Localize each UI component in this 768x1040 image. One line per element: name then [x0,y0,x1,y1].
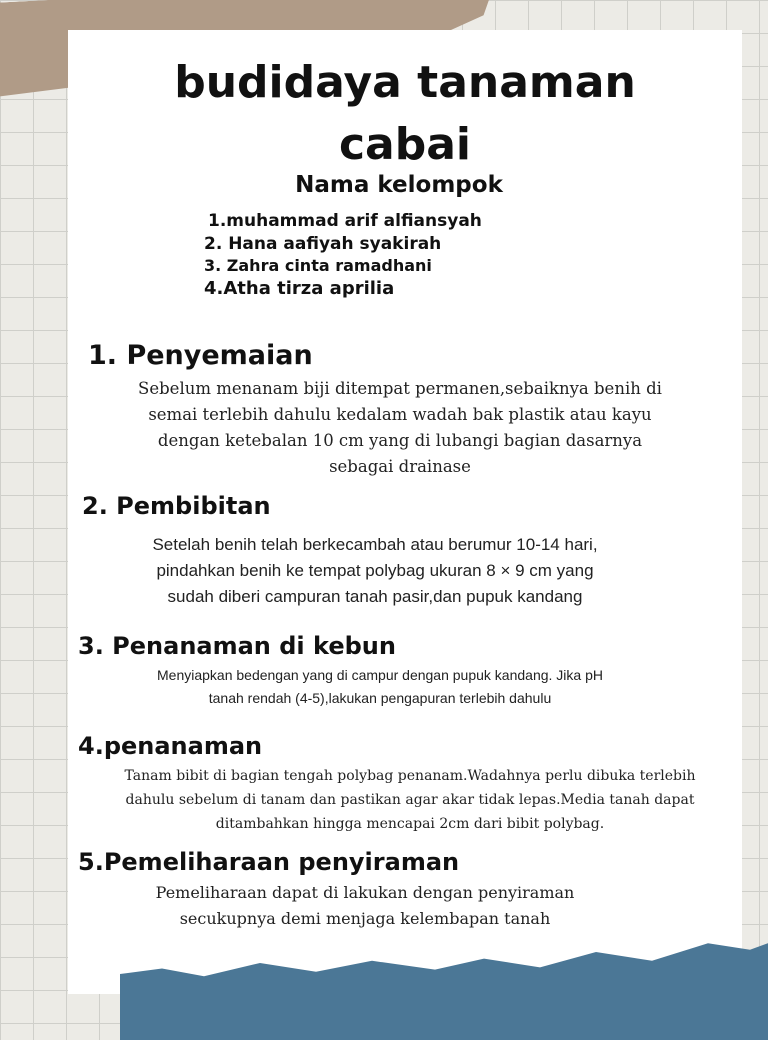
body-line: dengan ketebalan 10 cm yang di lubangi bagian dasarnya [157,431,643,450]
body-line: pindahkan benih ke tempat polybag ukuran 8 × 9 cm yang [156,561,594,580]
body-line: sudah diberi campuran tanah pasir,dan pupuk kandang [167,587,583,606]
title-line: budidaya tanaman [174,57,636,108]
body-line: semai terlebih dahulu kedalam wadah bak plastik atau kayu [148,405,652,424]
member-item: 1.muhammad arif alfiansyah [208,211,482,231]
body-line: dahulu sebelum di tanam dan pastikan agar akar tidak lepas.Media tanah dapat [125,792,695,808]
section-body [80,376,720,480]
section-body [80,880,650,932]
body-line: Menyiapkan bedengan yang di campur dengan pupuk kandang. Jika pH [157,667,603,683]
section-body [80,664,680,710]
section-heading: 2. Pembibitan [82,492,271,520]
section-heading: 4.penanaman [78,732,263,760]
section-body [80,764,740,836]
body-line: Sebelum menanam biji ditempat permanen,sebaiknya benih di [138,379,662,398]
page-title [68,52,742,176]
body-line: Tanam bibit di bagian tengah polybag penanam.Wadahnya perlu dibuka terlebih [124,768,696,784]
title-line: cabai [338,119,472,170]
section-heading: 1. Penyemaian [88,340,313,371]
body-line: Setelah benih telah berkecambah atau berumur 10-14 hari, [152,535,598,554]
section-body [80,532,670,610]
member-item: 2. Hana aafiyah syakirah [204,233,442,254]
body-line: tanah rendah (4-5),lakukan pengapuran terlebih dahulu [208,690,552,706]
body-line: ditambahkan hingga mencapai 2cm dari bibit polybag. [215,816,605,832]
section-heading: 3. Penanaman di kebun [78,632,396,660]
body-line: Pemeliharaan dapat di lakukan dengan penyiraman [155,883,575,902]
section-heading: 5.Pemeliharaan penyiraman [78,848,460,876]
body-line: secukupnya demi menjaga kelembapan tanah [179,909,551,928]
member-item: 3. Zahra cinta ramadhani [204,256,432,275]
member-item: 4.Atha tirza aprilia [204,277,395,299]
group-label: Nama kelompok [295,172,503,198]
member-list [204,210,482,300]
body-line: sebagai drainase [329,457,471,476]
